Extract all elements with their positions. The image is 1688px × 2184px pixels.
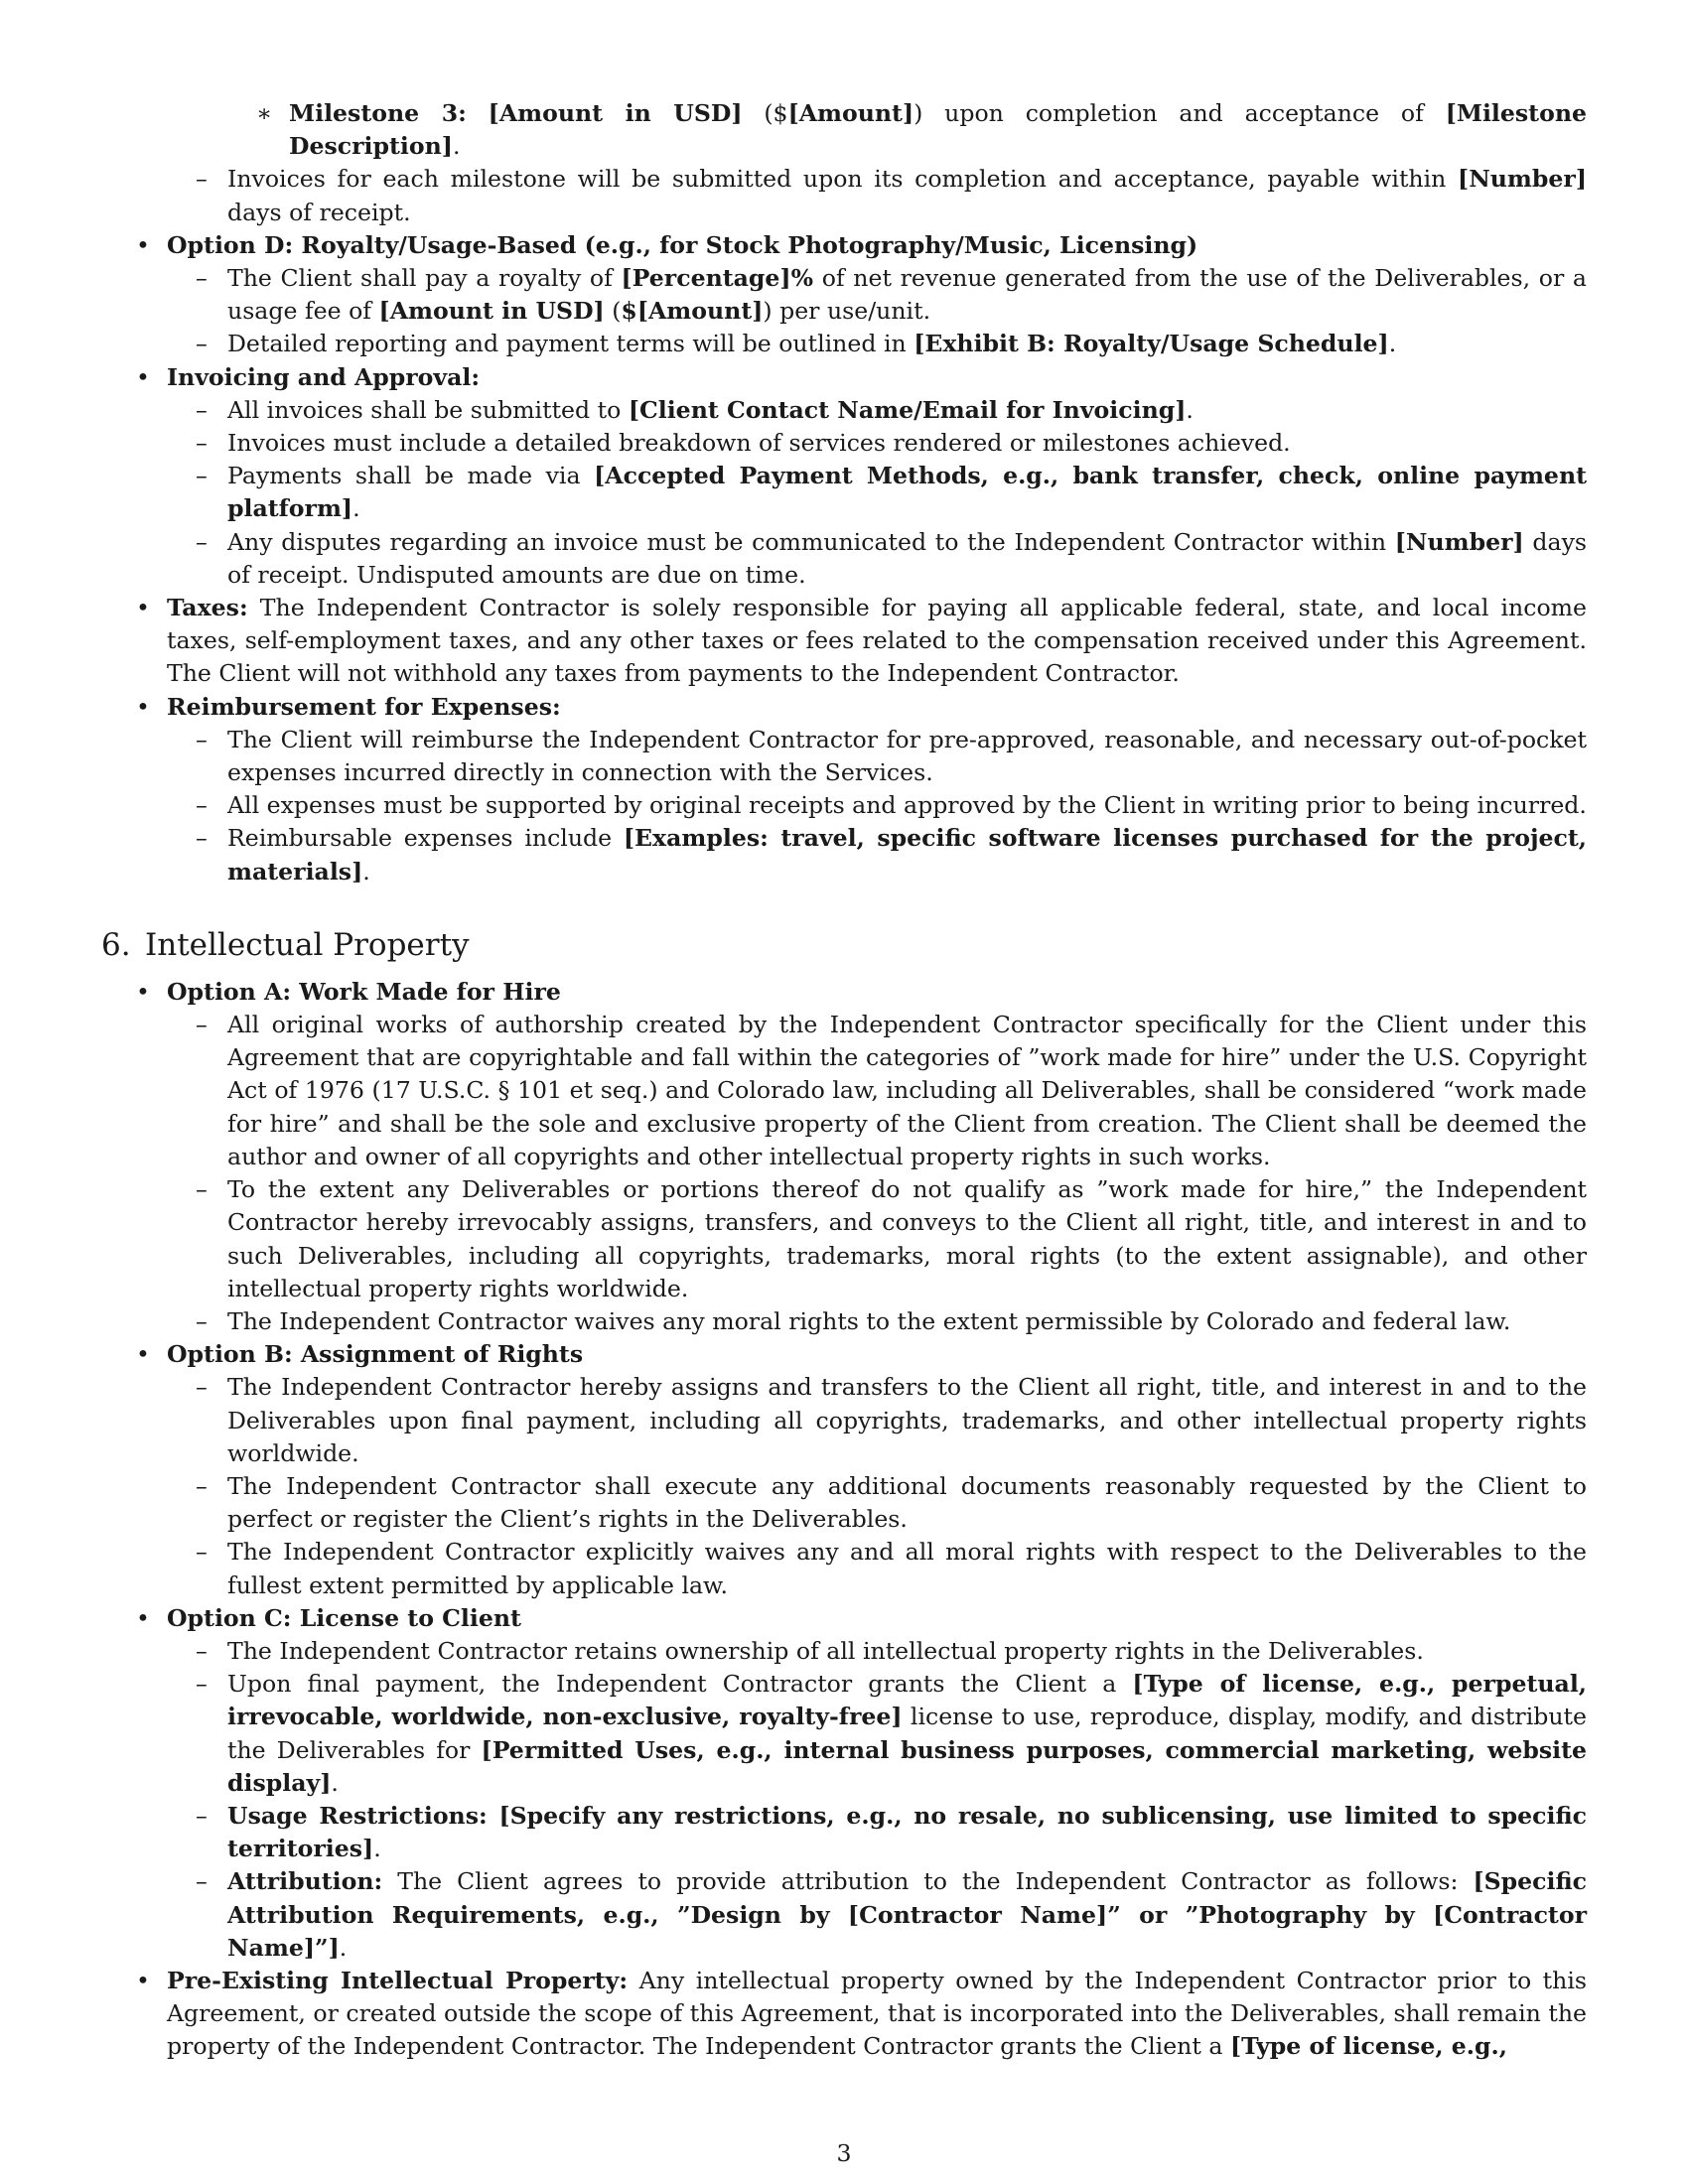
reimbursement-item-3: – Reimbursable expenses include [Examples: travel, specific software licenses purchased for the project, materials].: [167, 822, 1587, 887]
option-c-usage-restrictions: – Usage Restrictions: [Specify any restrictions, e.g., no resale, no sublicensing, use limited to specific territories].: [167, 1800, 1587, 1865]
milestone-3-amount2-placeholder: [Amount]: [787, 99, 914, 127]
pre-existing-ip-item: • Pre-Existing Intellectual Property: Any intellectual property owned by the Independent Contractor prior to this Agreement, or created outside the scope of this Agreement, that is incorporated into the Deliverables, shall remain the property of the Independent Contractor. The Independent Contractor grants the Client a [Type of license, e.g.,: [101, 1965, 1587, 2064]
option-d-title: Option D: Royalty/Usage-Based (e.g., for Stock Photography/Music, Licensing): [167, 230, 1198, 259]
invoicing-item: [101, 361, 1587, 592]
milestone-3-description-placeholder: [Milestone Description]: [289, 99, 1587, 161]
option-c-item: [101, 1602, 1587, 1965]
milestone-list: [227, 97, 1587, 163]
invoice-submit-item: – All invoices shall be submitted to [Client Contact Name/Email for Invoicing].: [167, 394, 1587, 427]
invoicing-sublist: [167, 394, 1587, 592]
option-a-item: [101, 976, 1587, 1338]
reimbursement-item-1: – The Client will reimburse the Independent Contractor for pre-approved, reasonable, and necessary out-of-pocket expenses incurred directly in connection with the Services.: [167, 724, 1587, 789]
pre-existing-ip-label: Pre-Existing Intellectual Property:: [167, 1966, 629, 1994]
invoice-disputes-item: – Any disputes regarding an invoice must be communicated to the Independent Contractor within [Number] days of receipt. Undisputed amounts are due on time.: [167, 526, 1587, 592]
option-b-item-3: – The Independent Contractor explicitly waives any and all moral rights with respect to the Deliverables to the fullest extent permitted by applicable law.: [167, 1536, 1587, 1601]
milestone-3-amount-placeholder: [Amount in USD]: [488, 99, 743, 127]
reimbursement-item: [101, 691, 1587, 888]
option-a-item-1: – All original works of authorship created by the Independent Contractor specifically for the Client under this Agreement that are copyrightable and fall within the categories of ”work made for hire” under the U.S. Copyright Act of 1976 (17 U.S.C. § 101 et seq.) and Colorado law, including all Deliverables, shall be considered “work made for hire” and shall be the sole and exclusive property of the Client from creation. The Client shall be deemed the author and owner of all copyrights and other intellectual property rights in such works.: [167, 1009, 1587, 1173]
reimbursement-title: Reimbursement for Expenses:: [167, 692, 561, 721]
taxes-item: • Taxes: The Independent Contractor is solely responsible for paying all applicable federal, state, and local income taxes, self-employment taxes, and any other taxes or fees related to the compensation received under this Agreement. The Client will not withhold any taxes from payments to the Independent Contractor.: [101, 592, 1587, 691]
taxes-label: Taxes:: [167, 594, 248, 622]
invoicing-title: Invoicing and Approval:: [167, 362, 481, 391]
option-b-title: Option B: Assignment of Rights: [167, 1340, 584, 1369]
option-d-item: [101, 229, 1587, 361]
option-a-sublist: [167, 1009, 1587, 1338]
option-d-sublist: [167, 262, 1587, 361]
option-c-license-sublist: [167, 1635, 1587, 1965]
option-c-attribution: – Attribution: The Client agrees to provide attribution to the Independent Contractor as follows: [Specific Attribution Requirements, e.g., ”Design by [Contractor Name]” or ”Photography by [Contractor Name]”].: [167, 1865, 1587, 1965]
option-c-title: Option C: License to Client: [167, 1603, 521, 1632]
option-b-item-1: – The Independent Contractor hereby assigns and transfers to the Client all right, title, and interest in and to the Deliverables upon final payment, including all copyrights, trademarks, and other intellectual property rights worldwide.: [167, 1371, 1587, 1470]
reporting-item: – Detailed reporting and payment terms will be outlined in [Exhibit B: Royalty/Usage Schedule].: [167, 328, 1587, 360]
invoices-milestone-item: – Invoices for each milestone will be submitted upon its completion and acceptance, payable within [Number] days of receipt.: [167, 163, 1587, 228]
option-c-item-2: – Upon final payment, the Independent Contractor grants the Client a [Type of license, e.g., perpetual, irrevocable, worldwide, non-exclusive, royalty-free] license to use, reproduce, display, modify, and distribute the Deliverables for [Permitted Uses, e.g., internal business purposes, commercial marketing, website display].: [167, 1668, 1587, 1800]
intellectual-property-list: [101, 976, 1587, 2064]
option-c-item-1: – The Independent Contractor retains ownership of all intellectual property rights in the Deliverables.: [167, 1635, 1587, 1668]
payment-methods-item: – Payments shall be made via [Accepted Payment Methods, e.g., bank transfer, check, online payment platform].: [167, 460, 1587, 525]
reimbursement-sublist: [167, 724, 1587, 888]
section-6-heading: [101, 925, 1587, 965]
option-b-item-2: – The Independent Contractor shall execute any additional documents reasonably requested by the Client to perfect or register the Client’s rights in the Deliverables.: [167, 1470, 1587, 1536]
option-a-title: Option A: Work Made for Hire: [167, 977, 561, 1006]
option-a-item-2: – To the extent any Deliverables or portions thereof do not qualify as ”work made for hire,” the Independent Contractor hereby irrevocably assigns, transfers, and conveys to the Client all right, title, and interest in and to such Deliverables, including all copyrights, trademarks, moral rights (to the extent assignable), and other intellectual property rights worldwide.: [167, 1173, 1587, 1305]
option-a-item-3: – The Independent Contractor waives any moral rights to the extent permissible by Colorado and federal law.: [167, 1305, 1587, 1338]
number-placeholder: [Number]: [1458, 165, 1587, 194]
option-b-item: [101, 1338, 1587, 1602]
reimbursement-item-2: – All expenses must be supported by original receipts and approved by the Client in writing prior to being incurred.: [167, 789, 1587, 822]
compensation-list: [101, 229, 1587, 888]
option-c-sublist: [167, 163, 1587, 228]
milestone-3-label: Milestone 3:: [289, 99, 467, 127]
invoice-breakdown-item: – Invoices must include a detailed breakdown of services rendered or milestones achieved.: [167, 427, 1587, 460]
milestone-3-item: ∗ Milestone 3: [Amount in USD] ($[Amount]) upon completion and acceptance of [Milestone Description].: [227, 97, 1587, 163]
option-b-sublist: [167, 1371, 1587, 1601]
royalty-item: – The Client shall pay a royalty of [Percentage]% of net revenue generated from the use of the Deliverables, or a usage fee of [Amount in USD] ($[Amount]) per use/unit.: [167, 262, 1587, 328]
section-6-number: 6.: [101, 926, 131, 963]
section-6-title: Intellectual Property: [145, 926, 470, 963]
page-number: 3: [836, 2139, 852, 2167]
